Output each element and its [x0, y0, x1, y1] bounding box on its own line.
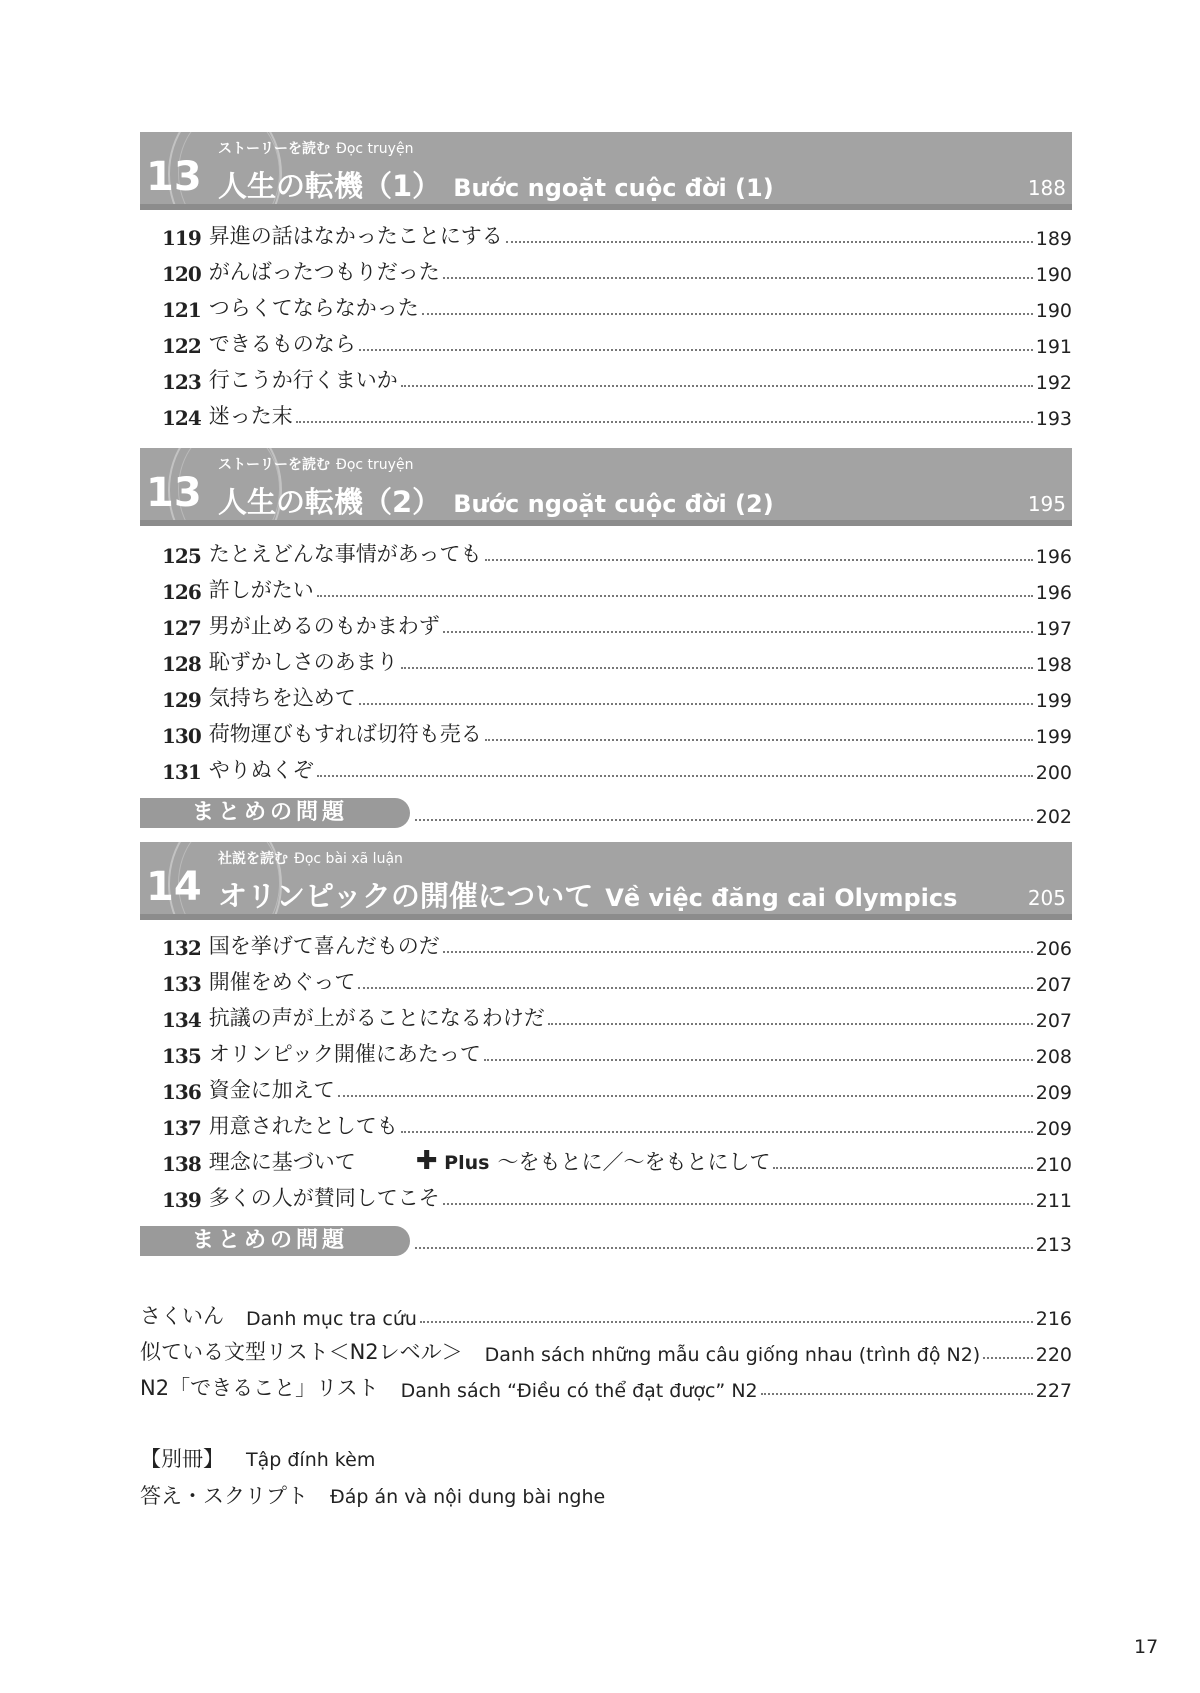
toc-entry: 133 開催をめぐって 207	[162, 970, 1072, 996]
toc-entry: 123 行こうか行くまいか 192	[162, 368, 1072, 394]
toc-entry: 120 がんばったつもりだった 190	[162, 260, 1072, 286]
chapter-page: 205	[1027, 886, 1066, 910]
toc-entry: 119 昇進の話はなかったことにする 189	[162, 224, 1072, 250]
review-exercises-leader: 213	[415, 1226, 1072, 1256]
review-exercises-label: まとめの問題	[140, 1226, 410, 1256]
chapter-subtitle: ストーリーを読む Đọc truyện	[218, 141, 414, 157]
banner-shade	[140, 204, 1072, 210]
can-do-list-entry: N2「できること」リスト Danh sách “Điều có thể đạt được” N2 227	[140, 1376, 1072, 1402]
chapter-banner-13-2	[140, 448, 1072, 526]
toc-entry: 135 オリンピック開催にあたって 208	[162, 1042, 1072, 1068]
chapter-subtitle: 社説を読む Đọc bài xã luận	[218, 851, 403, 867]
toc-entry: 134 抗議の声が上がることになるわけだ 207	[162, 1006, 1072, 1032]
toc-entry: 126 許しがたい 196	[162, 578, 1072, 604]
similar-patterns-entry: 似ている文型リスト＜N2レベル＞ Danh sách những mẫu câu giống nhau (trình độ N2) 220	[140, 1340, 1072, 1366]
chapter-number: 13	[146, 470, 202, 516]
toc-entry: 130 荷物運びもすれば切符も売る 199	[162, 722, 1072, 748]
toc-entry: 128 恥ずかしさのあまり 198	[162, 650, 1072, 676]
chapter-title: 人生の転機（2） Bước ngoặt cuộc đời (2)	[218, 485, 774, 519]
review-exercises-label: まとめの問題	[140, 798, 410, 828]
plus-icon: ✚	[415, 1146, 438, 1176]
chapter-number: 14	[146, 864, 202, 910]
chapter-page: 195	[1027, 492, 1066, 516]
banner-shade	[140, 914, 1072, 920]
toc-entry: 127 男が止めるのもかまわず 197	[162, 614, 1072, 640]
toc-entry: 124 迷った末 193	[162, 404, 1072, 430]
chapter-banner-14	[140, 842, 1072, 920]
toc-entry: 136 資金に加えて 209	[162, 1078, 1072, 1104]
chapter-title: 人生の転機（1） Bước ngoặt cuộc đời (1)	[218, 169, 774, 203]
review-exercises-leader: 202	[415, 798, 1072, 828]
toc-entry: 132 国を挙げて喜んだものだ 206	[162, 934, 1072, 960]
answers-label: 答え・スクリプト Đáp án và nội dung bài nghe	[140, 1484, 606, 1508]
page-number: 17	[1134, 1636, 1159, 1658]
appendix-label: 【別冊】 Tập đính kèm	[140, 1447, 376, 1471]
chapter-title: オリンピックの開催について Về việc đăng cai Olympics	[218, 879, 958, 913]
toc-entry: 131 やりぬくぞ 200	[162, 758, 1072, 784]
toc-entry: 139 多くの人が賛同してこそ 211	[162, 1186, 1072, 1212]
toc-entry: 125 たとえどんな事情があっても 196	[162, 542, 1072, 568]
banner-shade	[140, 520, 1072, 526]
index-entry: さくいん Danh mục tra cứu 216	[140, 1304, 1072, 1330]
plus-note: ✚ Plus	[415, 1146, 490, 1176]
chapter-subtitle: ストーリーを読む Đọc truyện	[218, 457, 414, 473]
toc-entry: 138 理念に基づいて ✚ Plus ～をもとに／～をもとにして 210	[162, 1146, 1072, 1176]
toc-entry: 122 できるものなら 191	[162, 332, 1072, 358]
toc-entry: 129 気持ちを込めて 199	[162, 686, 1072, 712]
chapter-banner-13-1	[140, 132, 1072, 210]
toc-entry: 121 つらくてならなかった 190	[162, 296, 1072, 322]
chapter-page: 188	[1027, 176, 1066, 200]
chapter-number: 13	[146, 154, 202, 200]
toc-entry: 137 用意されたとしても 209	[162, 1114, 1072, 1140]
